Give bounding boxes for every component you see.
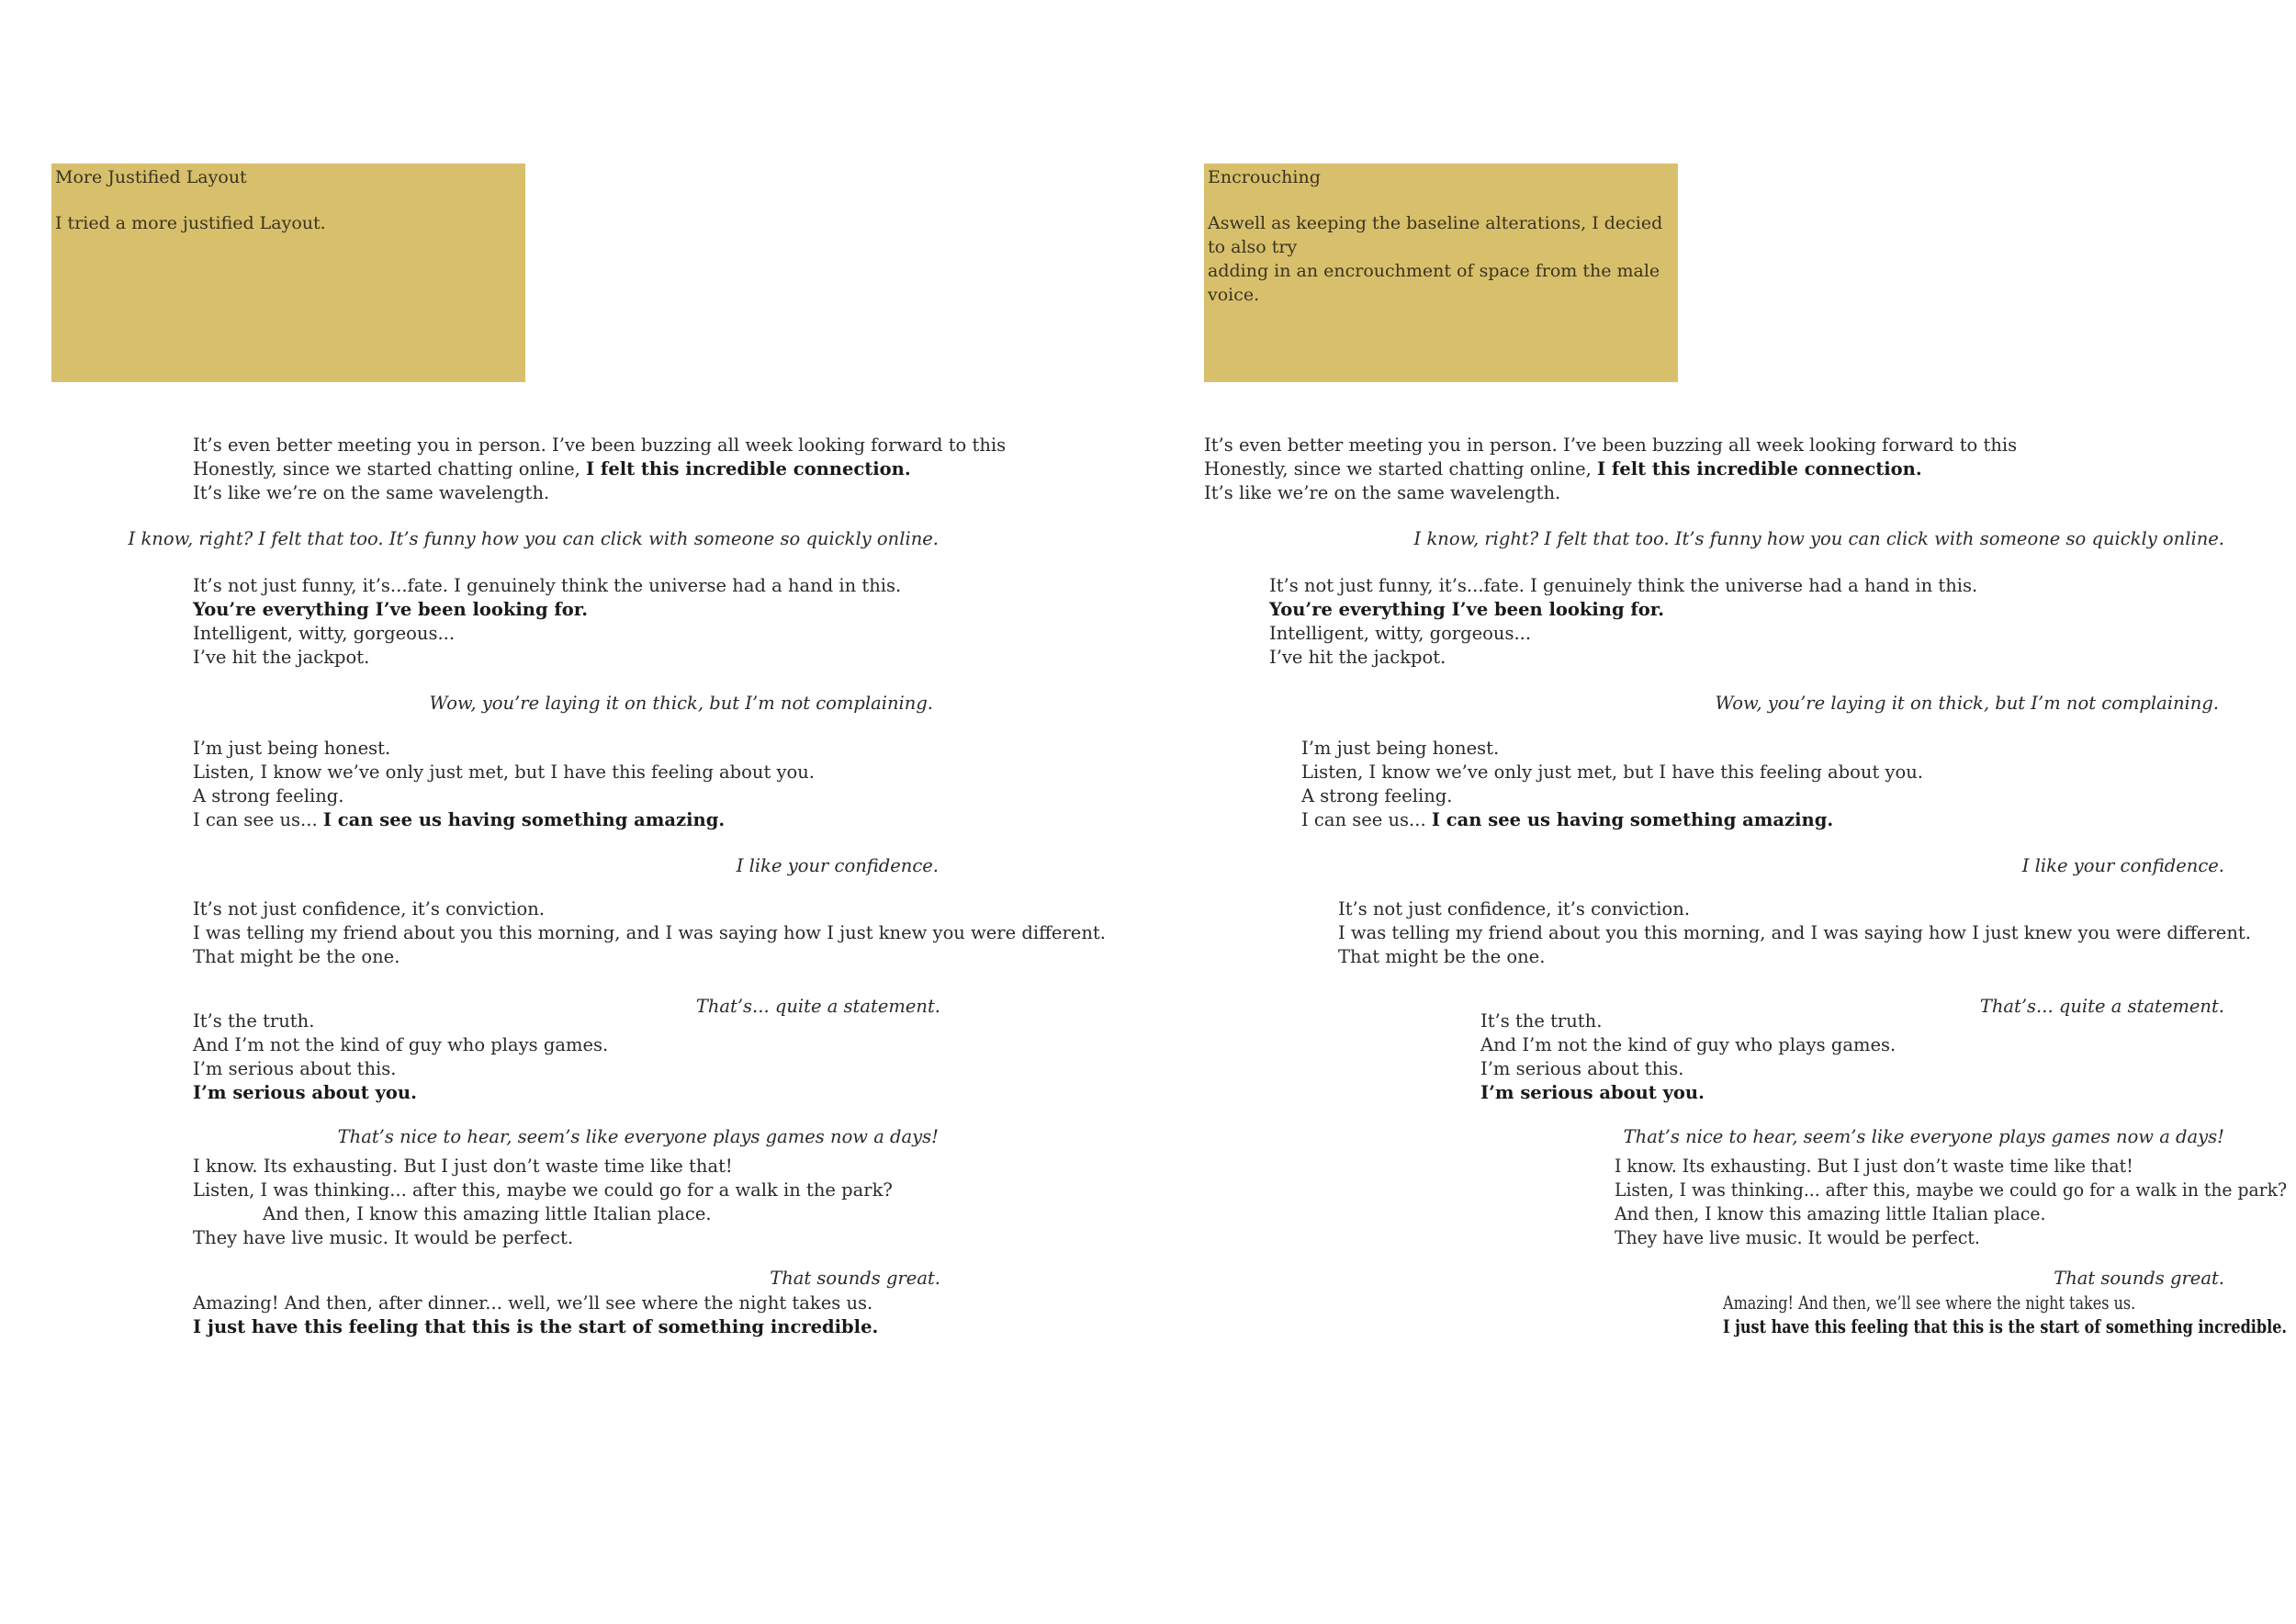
male-block-4: It’s not just confidence, it’s conviction. I was telling my friend about you this morning, and I was saying how I just knew you were different. That might be the one. [193,898,1106,967]
male-block-3: I’m just being honest. Listen, I know we’ve only just met, but I have this feeling about you. A strong feeling. I can see us... I can see us having something amazing. [193,738,815,830]
male-block-5: It’s the truth. And I’m not the kind of guy who plays games. I’m serious about this. I’m serious about you. [193,1010,609,1103]
male-block-7: Amazing! And then, we’ll see where the night takes us. I just have this feeling that this is the start of something incredible. [1723,1292,2287,1337]
female-reply-4: That’s... quite a statement. [1979,996,2224,1017]
male-block-6: I know. Its exhausting. But I just don’t waste time like that! Listen, I was thinking... after this, maybe we could go for a walk in the park? And then, I know this amazing little Italian place. They have live music. It would be perfect. [1615,1156,2287,1248]
female-reply-2: Wow, you’re laying it on thick, but I’m not complaining. [429,693,933,714]
female-reply-5: That’s nice to hear, seem’s like everyone plays games now a days! [337,1126,939,1147]
female-reply-1: I know, right? I felt that too. It’s funny how you can click with someone so quickly online. [1413,528,2224,549]
male-block-1: It’s even better meeting you in person. I’ve been buzzing all week looking forward to this Honestly, since we started chatting online, I felt this incredible connection. It’s like we’re on the same wavelength. [193,434,1007,503]
male-block-2: It’s not just funny, it’s...fate. I genuinely think the universe had a hand in this. You’re everything I’ve been looking for. Intelligent, witty, gorgeous... I’ve hit the jackpot. [193,575,902,668]
note-left [51,164,525,382]
female-reply-6: That sounds great. [2054,1268,2224,1289]
male-block-3: I’m just being honest. Listen, I know we’ve only just met, but I have this feeling about you. A strong feeling. I can see us... I can see us having something amazing. [1301,738,1923,830]
female-reply-6: That sounds great. [770,1268,940,1289]
male-block-1: It’s even better meeting you in person. I’ve been buzzing all week looking forward to this Honestly, since we started chatting online, I felt this incredible connection. It’s like we’re on the same wavelength. [1204,434,2018,503]
female-reply-3: I like your confidence. [2021,855,2224,876]
female-reply-2: Wow, you’re laying it on thick, but I’m not complaining. [1715,693,2219,714]
female-reply-1: I know, right? I felt that too. It’s funny how you can click with someone so quickly online. [128,528,939,549]
male-block-4: It’s not just confidence, it’s conviction. I was telling my friend about you this morning, and I was saying how I just knew you were different. That might be the one. [1338,898,2251,967]
male-block-7: Amazing! And then, after dinner... well, we’ll see where the night takes us. I just have this feeling that this is the start of something incredible. [193,1292,879,1337]
note-body: Aswell as keeping the baseline alterations, I decied to also try adding in an encrouchment of space from the male voice. [1208,213,1663,305]
male-block-2: It’s not just funny, it’s...fate. I genuinely think the universe had a hand in this. You’re everything I’ve been looking for. Intelligent, witty, gorgeous... I’ve hit the jackpot. [1269,575,1978,668]
female-reply-4: That’s... quite a statement. [695,996,940,1017]
note-title: Encrouching [1208,167,1321,187]
note-body: I tried a more justified Layout. [55,213,326,233]
note-right [1204,164,1678,382]
male-block-5: It’s the truth. And I’m not the kind of guy who plays games. I’m serious about this. I’m serious about you. [1480,1010,1896,1103]
female-reply-3: I like your confidence. [736,855,939,876]
female-reply-5: That’s nice to hear, seem’s like everyone plays games now a days! [1623,1126,2224,1147]
note-title: More Justified Layout [55,167,247,187]
male-block-6: I know. Its exhausting. But I just don’t waste time like that! Listen, I was thinking... after this, maybe we could go for a walk in the park? And then, I know this amazing little Italian place. They have live music. It would be perfect. [193,1156,893,1248]
